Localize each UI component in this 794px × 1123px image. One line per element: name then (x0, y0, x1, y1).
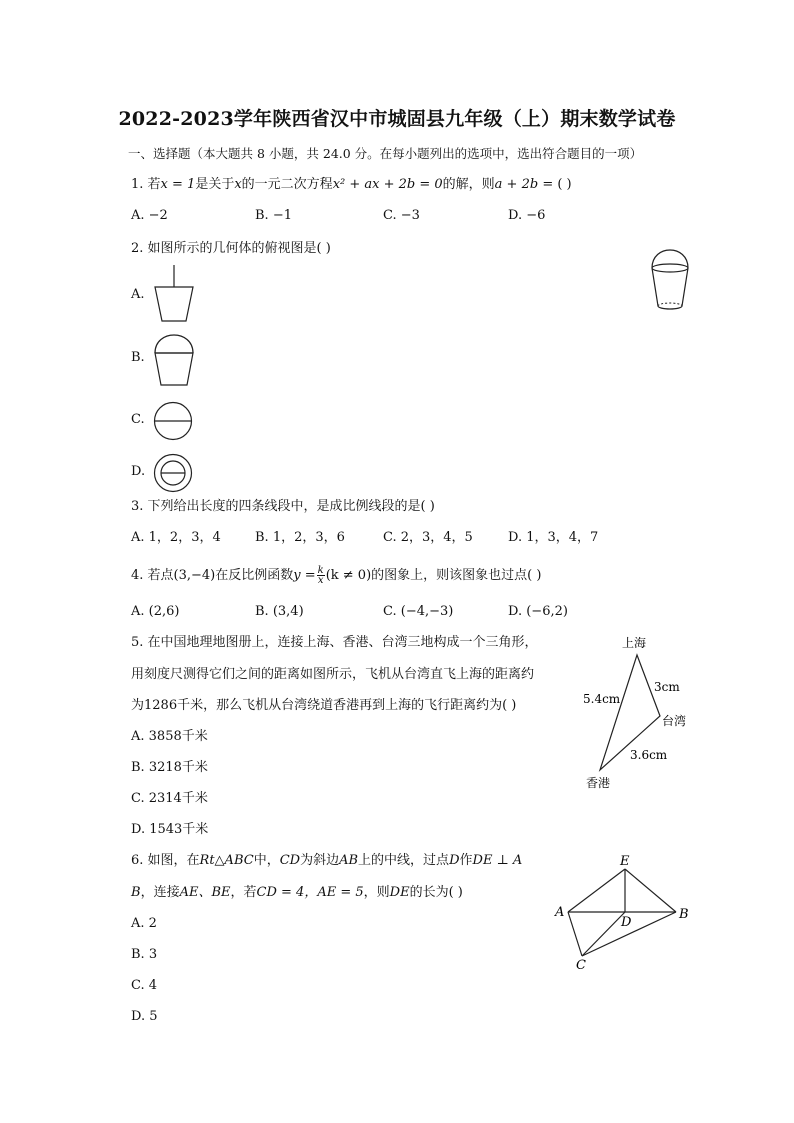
q2-option-d-label[interactable]: D. (131, 464, 146, 479)
q5-option-c[interactable]: C. 2314千米 (131, 791, 208, 806)
question-4-stem: 4. 若点(3,−4)在反比例函数y = $\frac{k}{x}$ (k ≠ 0)的图象上，则该图象也过点( ) (131, 565, 542, 586)
q2-option-b-label[interactable]: B. (131, 350, 145, 365)
q2-option-a-label[interactable]: A. (131, 287, 145, 302)
point-c-label: C (576, 958, 586, 973)
q4-option-d[interactable]: D. (−6,2) (508, 604, 568, 619)
q1-option-c[interactable]: C. −3 (383, 208, 420, 223)
q6-option-c[interactable]: C. 4 (131, 978, 158, 993)
label-shanghai: 上海 (622, 636, 647, 650)
q1-option-a[interactable]: A. −2 (131, 208, 168, 223)
label-hongkong: 香港 (586, 776, 611, 790)
q1-option-d[interactable]: D. −6 (508, 208, 546, 223)
q2-option-d-figure[interactable] (152, 452, 194, 494)
question-1-stem: 1. 若x = 1是关于x的一元二次方程x² + ax + 2b = 0的解，则a + 2b = ( ) (131, 177, 572, 192)
q4-option-c[interactable]: C. (−4,−3) (383, 604, 454, 619)
q6-option-a[interactable]: A. 2 (131, 916, 157, 931)
q5-option-a[interactable]: A. 3858千米 (131, 729, 208, 744)
q3-option-a[interactable]: A. 1，2，3，4 (131, 530, 221, 545)
point-b-label: B (679, 907, 689, 922)
q2-option-c-label[interactable]: C. (131, 412, 145, 427)
question-5-line-2: 用刻度尺测得它们之间的距离如图所示，飞机从台湾直飞上海的距离约 (131, 667, 535, 682)
q1-option-b[interactable]: B. −1 (255, 208, 292, 223)
label-distance-3cm: 3cm (654, 680, 680, 694)
section-heading: 一、选择题（本大题共 8 小题，共 24.0 分。在每小题列出的选项中，选出符合题目的一项） (128, 146, 643, 161)
question-6-line-1: 6. 如图，在Rt△ABC中，CD为斜边AB上的中线，过点D作DE ⊥ A (131, 853, 523, 868)
question-5-line-3: 为1286千米，那么飞机从台湾绕道香港再到上海的飞行距离约为( ) (131, 698, 517, 713)
q2-option-a-figure[interactable] (152, 263, 196, 323)
q6-option-d[interactable]: D. 5 (131, 1009, 158, 1024)
q4-option-b[interactable]: B. (3,4) (255, 604, 304, 619)
question-3-stem: 3. 下列给出长度的四条线段中，是成比例线段的是( ) (131, 499, 435, 514)
q3-option-d[interactable]: D. 1，3，4，7 (508, 530, 599, 545)
q5-option-b[interactable]: B. 3218千米 (131, 760, 208, 775)
triangle-map-figure (578, 630, 698, 796)
q2-option-b-figure[interactable] (152, 325, 196, 389)
question-5-line-1: 5. 在中国地理地图册上，连接上海、香港、台湾三地构成一个三角形， (131, 635, 538, 650)
page-title: 2022-2023学年陕西省汉中市城固县九年级（上）期末数学试卷 (118, 108, 676, 130)
point-d-label: D (621, 915, 632, 930)
point-a-label: A (555, 905, 565, 920)
point-e-label: E (620, 854, 630, 869)
q6-option-b[interactable]: B. 3 (131, 947, 158, 962)
question-6-line-2: B，连接AE、BE，若CD = 4，AE = 5，则DE的长为( ) (131, 885, 463, 900)
right-triangle-figure (552, 852, 702, 974)
q3-option-c[interactable]: C. 2，3，4，5 (383, 530, 473, 545)
label-distance-5-4cm: 5.4cm (583, 692, 621, 706)
label-distance-3-6cm: 3.6cm (630, 748, 668, 762)
label-taiwan: 台湾 (662, 714, 687, 728)
question-2-stem: 2. 如图所示的几何体的俯视图是( ) (131, 241, 331, 256)
q4-option-a[interactable]: A. (2,6) (131, 604, 180, 619)
bucket-solid-figure (644, 238, 696, 314)
q3-option-b[interactable]: B. 1，2，3，6 (255, 530, 345, 545)
q2-option-c-figure[interactable] (152, 400, 194, 442)
fraction-k-over-x: $\frac{k}{x}$ (317, 565, 324, 586)
q5-option-d[interactable]: D. 1543千米 (131, 822, 209, 837)
